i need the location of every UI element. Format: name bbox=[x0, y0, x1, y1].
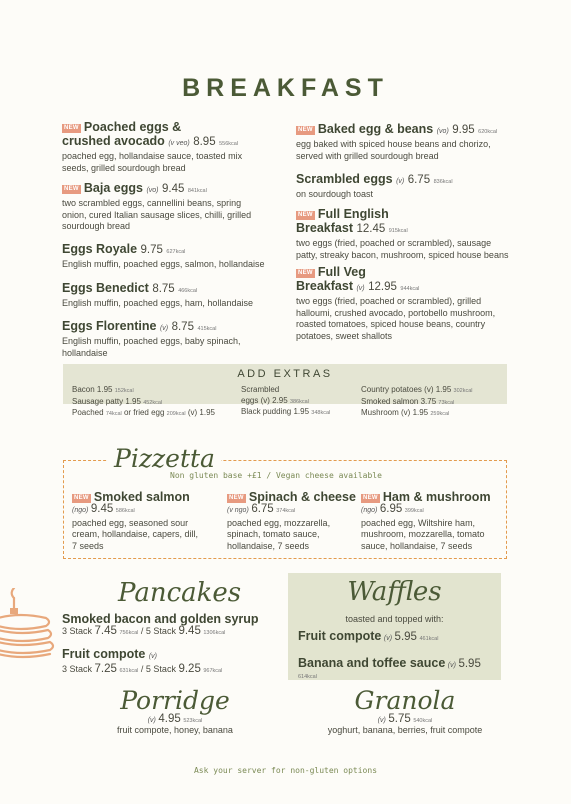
item-price: 5.95 bbox=[458, 658, 481, 670]
extras-col-1 bbox=[72, 385, 242, 420]
extra-kcal: 452kcal bbox=[143, 399, 163, 406]
new-badge: NEW bbox=[64, 186, 79, 192]
item-tag: (v) bbox=[377, 717, 386, 724]
item-kcal: 836kcal bbox=[433, 179, 453, 185]
pizzetta-item-ham-mushroom bbox=[361, 490, 501, 552]
item-kcal: 523kcal bbox=[183, 718, 203, 724]
item-kcal: 466kcal bbox=[178, 288, 198, 294]
waffles-title: Waffles bbox=[347, 577, 442, 607]
item-desc-2: mushroom, mozzarella, tomato bbox=[361, 529, 485, 539]
menu-item-full-english bbox=[296, 207, 516, 261]
waffles-item-banana-toffee bbox=[298, 656, 501, 680]
pancake-stack-icon bbox=[0, 588, 56, 668]
item-kcal: 399kcal bbox=[404, 508, 424, 514]
item-price: 9.75 bbox=[140, 244, 163, 256]
item-desc-2: patty, streaky bacon, mushroom, spiced house beans bbox=[296, 249, 509, 260]
stack-3-price: 7.25 bbox=[94, 663, 117, 675]
extra-kcal: 348kcal bbox=[311, 410, 331, 416]
new-badge: NEW bbox=[298, 212, 313, 218]
extras-col-3 bbox=[361, 385, 507, 420]
item-price: 8.75 bbox=[171, 321, 194, 333]
item-price: 9.95 bbox=[452, 124, 475, 136]
extras-panel bbox=[63, 364, 507, 417]
item-tag: (v) bbox=[148, 653, 157, 660]
extra-kcal: 152kcal bbox=[114, 388, 134, 394]
item-name: Smoked bacon and golden syrup bbox=[62, 612, 259, 626]
new-badge: NEW bbox=[298, 270, 313, 276]
item-kcal: 631kcal bbox=[119, 668, 139, 674]
new-badge: NEW bbox=[363, 495, 378, 501]
stack-3-label: 3 Stack bbox=[62, 626, 93, 636]
item-desc: poached egg, Wiltshire ham, bbox=[361, 517, 476, 528]
menu-item-poached-eggs bbox=[62, 120, 277, 174]
item-desc: English muffin, poached eggs, baby spinach, bbox=[62, 336, 241, 346]
item-price: 8.95 bbox=[193, 136, 216, 148]
item-desc-3: sauce, hollandaise, 7 seeds bbox=[361, 540, 473, 551]
porridge-desc: fruit compote, honey, banana bbox=[117, 725, 233, 735]
item-price: 4.95 bbox=[158, 713, 181, 725]
extra-poached: Poached bbox=[72, 408, 104, 417]
extra-fried-price: (v) 1.95 bbox=[187, 408, 215, 417]
item-kcal: 374kcal bbox=[276, 508, 296, 514]
item-kcal: 756kcal bbox=[119, 630, 139, 636]
item-desc-2: halloumi, crushed avocado, portobello mushroom, bbox=[296, 307, 496, 318]
item-desc: two scrambled eggs, cannellini beans, spring bbox=[62, 198, 242, 208]
item-desc-2: served with grilled sourdough bread bbox=[296, 150, 439, 161]
item-name: Poached eggs & bbox=[83, 120, 182, 134]
new-badge: NEW bbox=[229, 495, 244, 501]
item-price: 6.95 bbox=[379, 503, 403, 515]
item-desc-3: 7 seeds bbox=[72, 540, 104, 551]
item-tag: (ngo) bbox=[72, 507, 89, 514]
item-name: Eggs Florentine bbox=[62, 319, 157, 333]
stack-5-label: / 5 Stack bbox=[140, 626, 176, 636]
item-price: 9.45 bbox=[90, 503, 114, 515]
item-desc: English muffin, poached eggs, ham, hollandaise bbox=[62, 298, 253, 308]
extra-kcal: 259kcal bbox=[430, 411, 450, 417]
extra-potatoes: Country potatoes (v) 1.95 bbox=[361, 385, 452, 394]
item-price: 5.75 bbox=[388, 713, 411, 725]
item-kcal: 556kcal bbox=[219, 141, 239, 147]
item-desc: poached egg, hollandaise sauce, toasted mix bbox=[62, 151, 243, 161]
new-badge: NEW bbox=[74, 495, 89, 501]
menu-item-eggs-benedict bbox=[62, 281, 277, 310]
stack-5-label: / 5 Stack bbox=[140, 664, 176, 674]
menu-item-eggs-royale bbox=[62, 242, 277, 271]
page-title: BREAKFAST bbox=[182, 74, 389, 102]
extra-kcal: 73kcal bbox=[438, 399, 455, 406]
extra-scrambled: Scrambled bbox=[241, 385, 280, 394]
extra-smoked-salmon: Smoked salmon 3.75 bbox=[361, 396, 437, 406]
item-tag: (v) bbox=[147, 717, 156, 724]
item-desc: two eggs (fried, poached or scrambled), grilled bbox=[296, 296, 482, 306]
item-name: Fruit compote bbox=[62, 647, 146, 661]
waffles-subtitle: toasted and topped with: bbox=[345, 614, 444, 624]
item-desc: poached egg, seasoned sour bbox=[72, 517, 189, 528]
item-name: Full Veg bbox=[317, 265, 366, 279]
extra-scrambled-eggs: eggs (v) 2.95 bbox=[241, 395, 288, 405]
item-kcal: 841kcal bbox=[187, 188, 207, 194]
item-desc: two eggs (fried, poached or scrambled), sausage bbox=[296, 238, 492, 248]
granola-title: Granola bbox=[354, 686, 456, 715]
stack-3-label: 3 Stack bbox=[62, 664, 93, 674]
item-tag: (v) bbox=[383, 635, 393, 642]
item-name: Ham & mushroom bbox=[382, 490, 491, 504]
pancakes-title: Pancakes bbox=[118, 578, 242, 608]
extras-title: ADD EXTRAS bbox=[237, 368, 333, 380]
stack-5-price: 9.45 bbox=[178, 625, 201, 637]
item-tag: (ngo) bbox=[361, 507, 378, 514]
extra-kcal: 302kcal bbox=[453, 388, 473, 394]
item-desc: English muffin, poached eggs, salmon, hollandaise bbox=[62, 259, 265, 269]
extra-kcal: 386kcal bbox=[289, 398, 309, 405]
item-tag: (vo) bbox=[146, 187, 159, 194]
item-kcal: 967kcal bbox=[203, 668, 223, 674]
extra-kcal: 74kcal bbox=[105, 411, 122, 417]
item-desc: poached egg, mozzarella, bbox=[227, 517, 331, 528]
item-desc-3: hollandaise, 7 seeds bbox=[227, 540, 310, 551]
item-desc-2: seeds, grilled sourdough bread bbox=[62, 162, 186, 173]
item-kcal: 620kcal bbox=[478, 129, 498, 135]
item-desc-2: spinach, tomato sauce, bbox=[227, 529, 320, 539]
item-name: Eggs Benedict bbox=[62, 281, 149, 295]
new-badge: NEW bbox=[64, 125, 79, 131]
item-name: Full English bbox=[317, 207, 389, 221]
item-desc-3: roasted tomatoes, spiced house beans, country bbox=[296, 319, 486, 329]
item-tag: (v veo) bbox=[168, 140, 190, 147]
item-desc-4: potatoes, sweet shallots bbox=[296, 330, 393, 341]
item-price: 5.95 bbox=[394, 631, 417, 643]
item-tag: (v ngo) bbox=[227, 507, 249, 514]
item-name: Fruit compote bbox=[298, 629, 382, 643]
menu-item-eggs-florentine bbox=[62, 319, 277, 359]
item-tag: (v) bbox=[447, 662, 456, 669]
extras-col-2 bbox=[241, 385, 361, 419]
extra-black-pudding: Black pudding 1.95 bbox=[241, 407, 310, 416]
item-tag: (vo) bbox=[436, 128, 449, 135]
extra-kcal: 209kcal bbox=[166, 411, 186, 417]
extra-mushroom: Mushroom (v) 1.95 bbox=[361, 408, 429, 417]
item-kcal: 944kcal bbox=[400, 286, 420, 292]
footer-note: Ask your server for non-gluten options bbox=[193, 766, 378, 775]
item-price: 12.95 bbox=[368, 281, 397, 293]
menu-item-full-veg bbox=[296, 265, 516, 342]
pizzetta-item-spinach-cheese bbox=[227, 490, 362, 552]
porridge-title: Porridge bbox=[120, 686, 230, 715]
porridge-section bbox=[80, 686, 270, 735]
item-name: Scrambled eggs bbox=[296, 172, 393, 186]
item-kcal: 915kcal bbox=[388, 228, 408, 234]
pancakes-item-fruit-compote bbox=[62, 647, 282, 678]
item-name-2: crushed avocado bbox=[62, 134, 165, 148]
item-tag: (v) bbox=[396, 178, 405, 185]
item-name: Spinach & cheese bbox=[248, 490, 356, 504]
granola-section bbox=[310, 686, 500, 735]
pizzetta-note: Non gluten base +£1 / Vegan cheese available bbox=[170, 471, 382, 480]
item-name: Smoked salmon bbox=[93, 490, 190, 504]
item-tag: (v) bbox=[159, 325, 169, 332]
item-desc-2: hollandaise bbox=[62, 347, 108, 358]
item-kcal: 627kcal bbox=[166, 249, 186, 255]
waffles-item-fruit-compote bbox=[298, 629, 498, 643]
item-name: Baja eggs bbox=[83, 181, 143, 195]
item-kcal: 1306kcal bbox=[203, 630, 226, 636]
item-tag: (v) bbox=[356, 285, 365, 292]
item-name: Eggs Royale bbox=[62, 242, 138, 256]
granola-desc: yoghurt, banana, berries, fruit compote bbox=[327, 725, 483, 735]
item-name: Banana and toffee sauce bbox=[298, 656, 446, 670]
new-badge: NEW bbox=[298, 127, 313, 133]
item-kcal: 461kcal bbox=[419, 636, 439, 642]
extra-sausage: Sausage patty 1.95 bbox=[72, 396, 141, 406]
item-kcal: 586kcal bbox=[115, 508, 135, 514]
item-desc: egg baked with spiced house beans and chorizo, bbox=[296, 139, 491, 149]
item-name-2: Breakfast bbox=[296, 221, 353, 235]
item-desc: on sourdough toast bbox=[296, 189, 374, 199]
item-desc-3: sourdough bread bbox=[62, 221, 131, 231]
stack-3-price: 7.45 bbox=[94, 625, 117, 637]
item-kcal: 540kcal bbox=[413, 718, 433, 724]
extra-fried: or fried egg bbox=[123, 408, 165, 417]
item-desc-2: onion, cured Italian sausage slices, chilli, grilled bbox=[62, 209, 252, 220]
item-kcal: 614kcal bbox=[298, 674, 317, 680]
item-price: 6.75 bbox=[251, 503, 274, 515]
menu-item-scrambled-eggs bbox=[296, 172, 516, 201]
waffles-panel bbox=[288, 573, 501, 680]
pancakes-item-bacon bbox=[62, 612, 282, 640]
item-name-2: Breakfast bbox=[296, 279, 353, 293]
menu-item-baja-eggs bbox=[62, 181, 277, 233]
item-price: 12.45 bbox=[356, 223, 386, 235]
item-desc-2: cream, hollandaise, capers, dill, bbox=[72, 529, 199, 539]
pizzetta-item-smoked-salmon bbox=[72, 490, 222, 552]
stack-5-price: 9.25 bbox=[178, 663, 201, 675]
pizzetta-title: Pizzetta bbox=[108, 444, 221, 473]
item-price: 6.75 bbox=[407, 174, 431, 186]
extra-bacon: Bacon 1.95 bbox=[72, 385, 113, 394]
item-kcal: 415kcal bbox=[197, 326, 217, 332]
menu-item-baked-egg-beans bbox=[296, 122, 516, 162]
item-price: 9.45 bbox=[162, 183, 185, 195]
item-price: 8.75 bbox=[152, 283, 175, 295]
item-name: Baked egg & beans bbox=[317, 122, 434, 136]
